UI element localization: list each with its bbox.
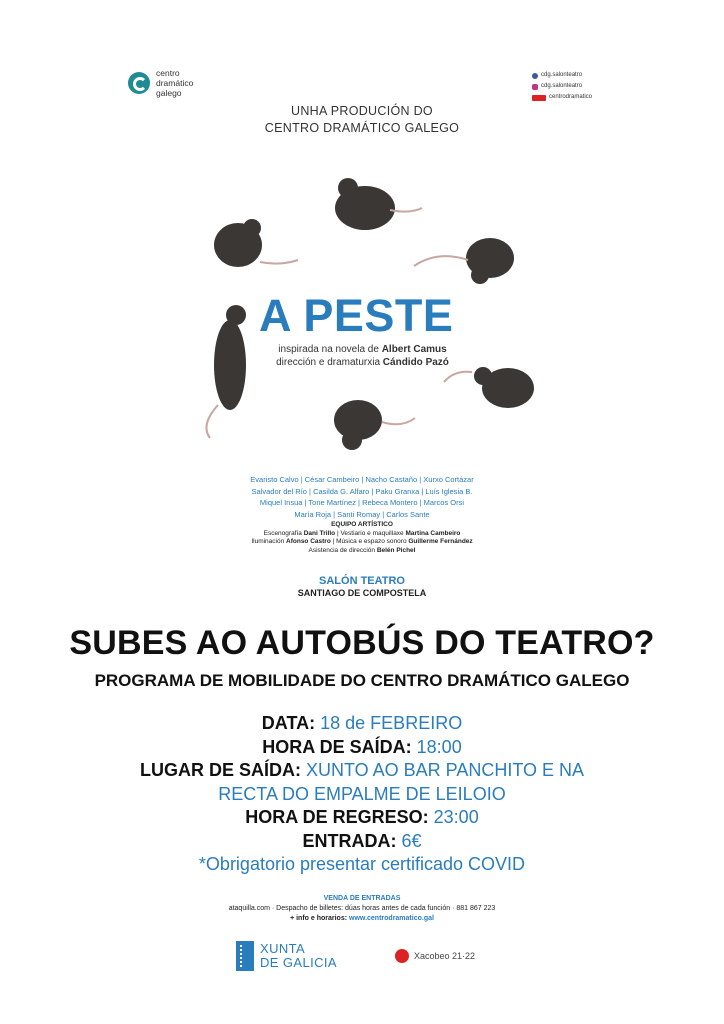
place-row: LUGAR DE SAÍDA: XUNTO AO BAR PANCHITO E NA <box>139 760 585 780</box>
facebook-icon <box>532 73 538 79</box>
cast-line: Miquel Insua | Tone Martínez | Rebeca Montero | Marcos Orsi <box>259 498 465 507</box>
cdg-logo-icon <box>128 72 150 94</box>
rat-icon <box>414 238 514 284</box>
cdg-logo <box>128 68 193 98</box>
crew-heading: EQUIPO ARTÍSTICO <box>331 521 393 528</box>
xacobeo-text: Xacobeo 21·22 <box>414 951 476 961</box>
tickets-info-line: + info e horarios: www.centrodramatico.gal <box>290 915 434 922</box>
crew-line: Escenografía Dani Trillo | Vestiario e maquillaxe Martina Cambeiro <box>263 529 461 537</box>
rat-icon <box>334 400 415 450</box>
crew-line: Asistencia de dirección Belén Pichel <box>308 546 416 554</box>
venue <box>0 575 724 598</box>
xunta-text: XUNTA <box>260 941 306 956</box>
xunta-flag-icon <box>236 941 254 971</box>
covid-note: *Obrigatorio presentar certificado COVID <box>198 854 526 874</box>
xunta-logo <box>236 941 337 971</box>
headline: SUBES AO AUTOBÚS DO TEATRO? <box>69 624 655 662</box>
xacobeo-shell-icon <box>395 949 409 963</box>
return-row: HORA DE REGRESO: 23:00 <box>245 807 479 827</box>
entry-row: ENTRADA: 6€ <box>302 830 422 851</box>
production-credit <box>0 103 724 137</box>
cast-line: Salvador del Río | Casilda G. Alfaro | Paku Granxa | Luís Iglesia B. <box>251 486 473 496</box>
place-row-cont: RECTA DO EMPALME DE LEILOIO <box>218 783 506 804</box>
cast-line: María Roja | Santi Romay | Carlos Sante <box>294 509 430 519</box>
logo-line: centro <box>156 68 180 78</box>
website-link[interactable]: www.centrodramatico.gal <box>349 915 434 922</box>
tickets-line: ataquilla.com · Despacho de billetes: dúas horas antes de cada función · 881 867 223 <box>228 905 496 912</box>
instagram-icon <box>532 84 538 90</box>
social-links <box>532 70 592 103</box>
inspired-line: inspirada na novela de Albert Camus <box>278 344 447 355</box>
logo-line: galego <box>156 88 182 98</box>
social-facebook[interactable] <box>532 70 592 81</box>
cast-list <box>0 474 724 520</box>
rat-icon <box>214 219 298 267</box>
departure-row: HORA DE SAÍDA: 18:00 <box>262 736 462 757</box>
xunta-text: DE GALICIA <box>260 955 337 970</box>
trip-details <box>0 712 724 877</box>
rat-icon <box>206 305 246 438</box>
show-title: A PESTE <box>259 290 454 341</box>
logo-line: dramático <box>156 78 194 88</box>
program-title: PROGRAMA DE MOBILIDADE DO CENTRO DRAMÁTICO GALEGO <box>94 671 630 690</box>
date-row: DATA: 18 de FEBREIRO <box>261 713 463 733</box>
crew-line: Iluminación Afonso Castro | Música e espazo sonoro Guillerme Fernández <box>251 538 473 545</box>
venue-name: SALÓN TEATRO <box>319 575 405 587</box>
social-label: centrodramatico <box>549 94 593 100</box>
production-line: UNHA PRODUCIÓN DO <box>291 104 433 118</box>
venue-city: SANTIAGO DE COMPOSTELA <box>297 588 427 598</box>
ticket-info <box>0 894 724 924</box>
youtube-icon <box>532 95 546 101</box>
direction-line: dirección e dramaturxia Cándido Pazó <box>276 357 449 368</box>
social-instagram[interactable] <box>532 81 592 92</box>
artistic-team <box>0 521 724 555</box>
production-line: CENTRO DRAMÁTICO GALEGO <box>264 121 460 135</box>
show-subtitle <box>255 343 470 369</box>
social-label: cdg.salonteatro <box>541 72 583 78</box>
xacobeo-logo <box>395 949 475 963</box>
social-youtube[interactable] <box>532 92 592 103</box>
tickets-heading: VENDA DE ENTRADAS <box>323 895 401 902</box>
social-label: cdg.salonteatro <box>541 83 583 89</box>
rat-icon <box>335 178 422 230</box>
cdg-logo-text <box>156 68 193 98</box>
cast-line: Evaristo Calvo | César Cambeiro | Nacho Castaño | Xurxo Cortázar <box>250 475 474 484</box>
rat-icon <box>444 367 534 408</box>
